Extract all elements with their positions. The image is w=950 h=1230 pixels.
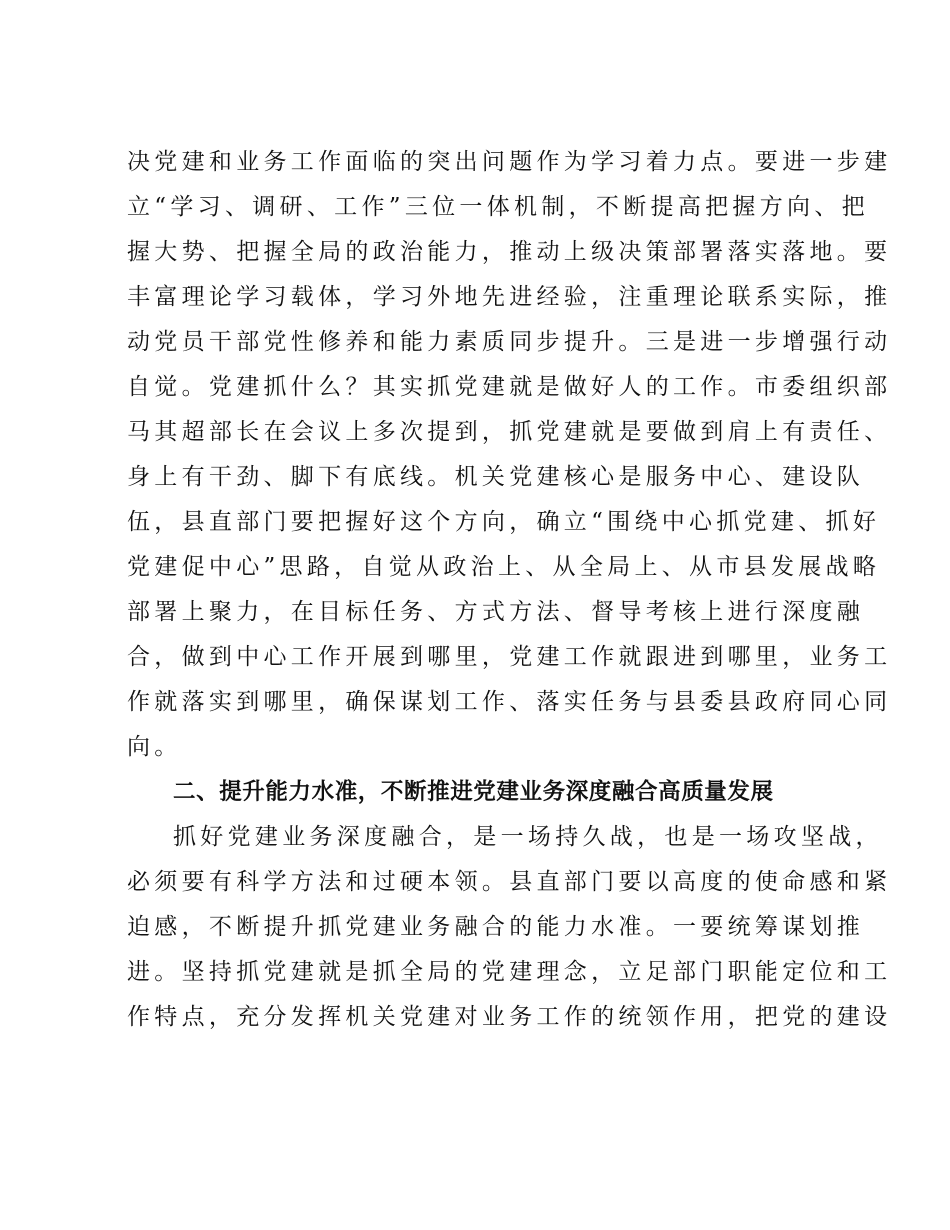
text-line: 丰富理论学习载体，学习外地先进经验，注重理论联系实际，推 <box>127 284 892 310</box>
text-line: 马其超部长在会议上多次提到，抓党建就是要做到肩上有责任、 <box>127 419 892 445</box>
text-line: 向。 <box>127 734 182 760</box>
text-line: 抓好党建业务深度融合，是一场持久战，也是一场攻坚战， <box>173 824 883 850</box>
text-line: 立“学习、调研、工作”三位一体机制，不断提高把握方向、把 <box>127 194 869 220</box>
text-line: 合，做到中心工作开展到哪里，党建工作就跟进到哪里，业务工 <box>127 644 892 670</box>
text-line: 迫感，不断提升抓党建业务融合的能力水准。一要统筹谋划推 <box>127 914 865 940</box>
document-body <box>127 140 892 1040</box>
text-line: 伍，县直部门要把握好这个方向，确立“围绕中心抓党建、抓好 <box>127 509 881 535</box>
section-heading: 二、提升能力水准，不断推进党建业务深度融合高质量发展 <box>173 779 774 805</box>
text-line: 必须要有科学方法和过硬本领。县直部门要以高度的使命感和紧 <box>127 869 892 895</box>
text-line: 作就落实到哪里，确保谋划工作、落实任务与县委县政府同心同 <box>127 689 892 715</box>
text-line: 动党员干部党性修养和能力素质同步提升。三是进一步增强行动 <box>127 329 892 355</box>
text-line: 作特点，充分发挥机关党建对业务工作的统领作用，把党的建设 <box>127 1004 892 1030</box>
text-line: 进。坚持抓党建就是抓全局的党建理念，立足部门职能定位和工 <box>127 959 892 985</box>
text-line: 身上有干劲、脚下有底线。机关党建核心是服务中心、建设队 <box>127 464 865 490</box>
text-line: 党建促中心”思路，自觉从政治上、从全局上、从市县发展战略 <box>127 554 881 580</box>
text-line: 自觉。党建抓什么？其实抓党建就是做好人的工作。市委组织部 <box>127 374 892 400</box>
text-line: 部署上聚力，在目标任务、方式方法、督导考核上进行深度融 <box>127 599 865 625</box>
text-line: 决党建和业务工作面临的突出问题作为学习着力点。要进一步建 <box>127 149 892 175</box>
text-line: 握大势、把握全局的政治能力，推动上级决策部署落实落地。要 <box>127 239 892 265</box>
paragraph-2 <box>127 815 892 1040</box>
paragraph-1 <box>127 140 892 770</box>
